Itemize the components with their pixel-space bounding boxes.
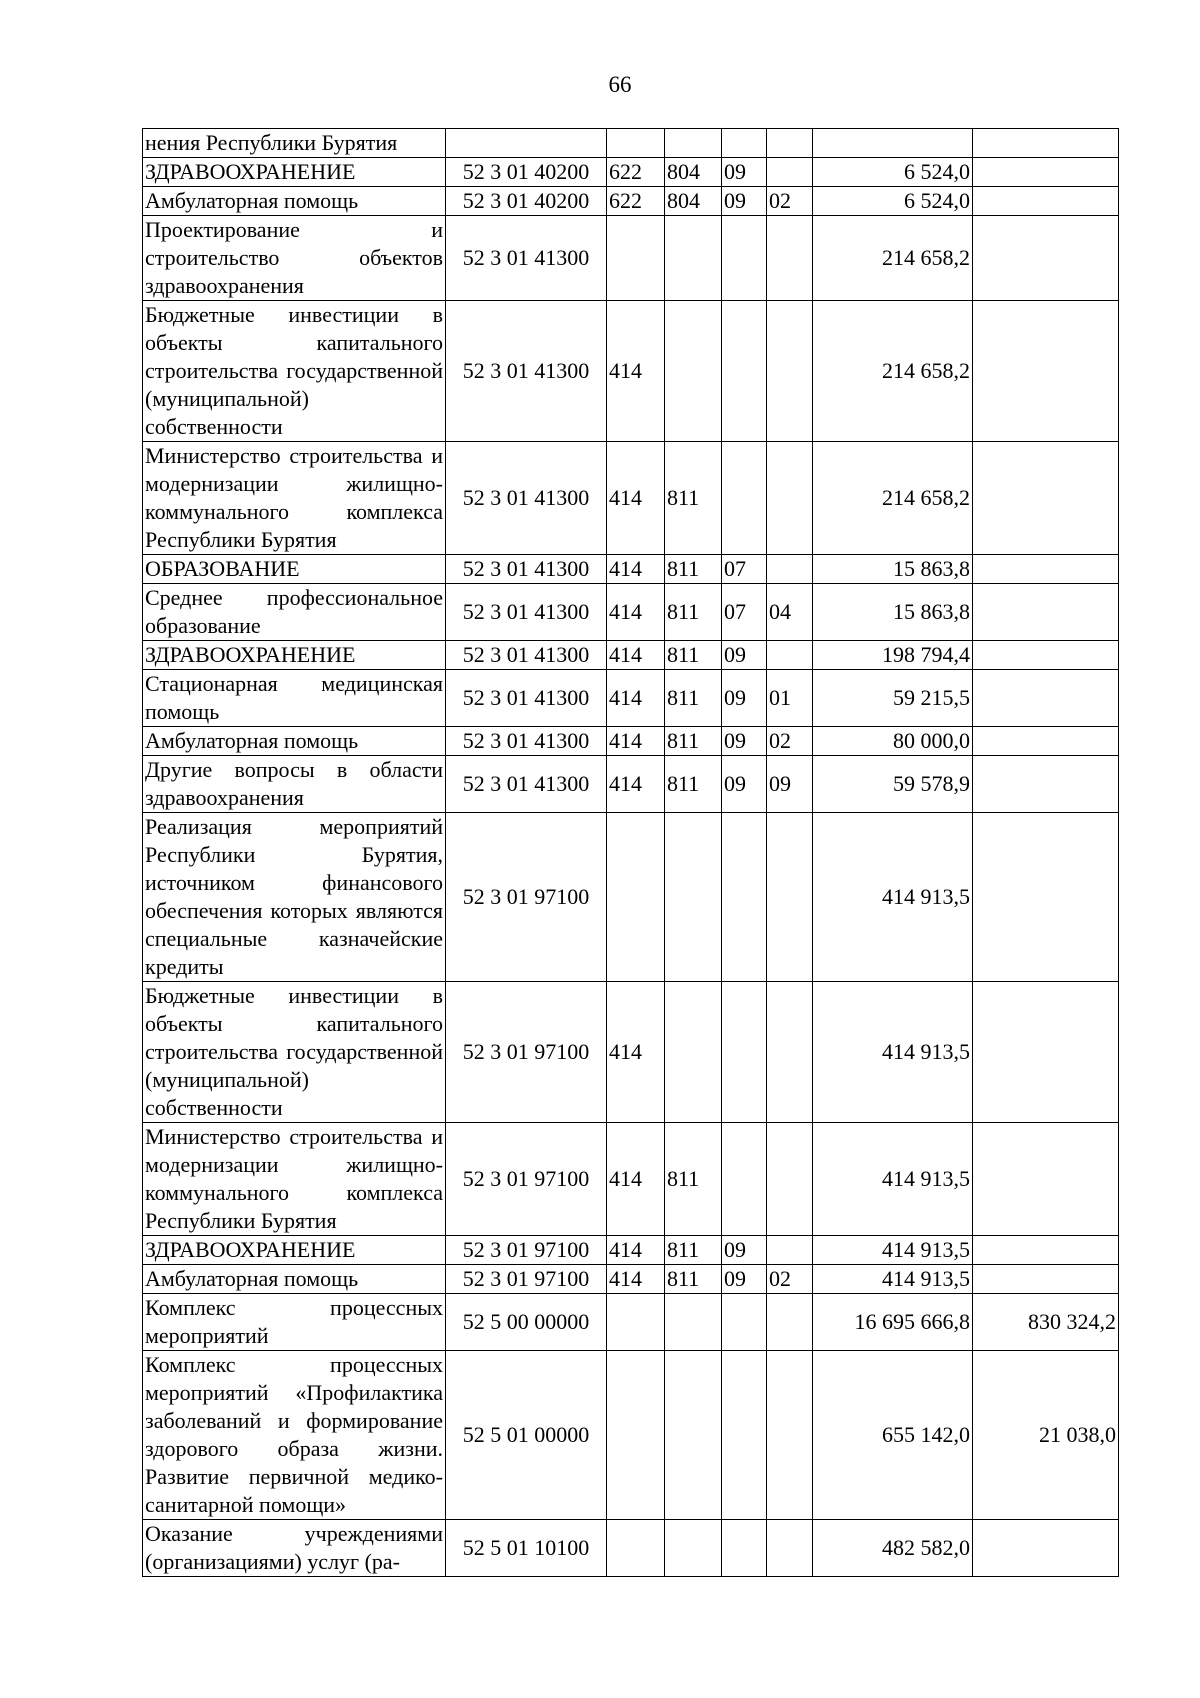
row-amount-federal: [973, 187, 1119, 216]
row-amount-federal: 21 038,0: [973, 1351, 1119, 1520]
row-target-code: 52 5 01 00000: [446, 1351, 607, 1520]
row-subsection: 02: [767, 727, 813, 756]
row-section: 09: [722, 187, 767, 216]
row-expense-type: [607, 813, 665, 982]
row-subsection: [767, 129, 813, 158]
table-row: [143, 584, 1119, 641]
row-amount-federal: [973, 301, 1119, 442]
row-name: ЗДРАВООХРАНЕНИЕ: [143, 158, 446, 187]
row-amount: 482 582,0: [813, 1520, 973, 1577]
row-name: нения Республики Бурятия: [143, 129, 446, 158]
row-target-code: 52 5 00 00000: [446, 1294, 607, 1351]
row-section: [722, 982, 767, 1123]
row-amount-federal: [973, 1123, 1119, 1236]
row-name: Комплекс процессных мероприятий: [143, 1294, 446, 1351]
row-ministry-code: 804: [665, 158, 722, 187]
row-subsection: [767, 813, 813, 982]
row-expense-type: 414: [607, 727, 665, 756]
row-ministry-code: [665, 1351, 722, 1520]
row-amount: 414 913,5: [813, 1265, 973, 1294]
table-row: [143, 756, 1119, 813]
row-amount-federal: [973, 756, 1119, 813]
row-target-code: [446, 129, 607, 158]
row-expense-type: 414: [607, 1236, 665, 1265]
row-amount-federal: [973, 813, 1119, 982]
row-subsection: [767, 1236, 813, 1265]
table-row: [143, 158, 1119, 187]
row-amount: 198 794,4: [813, 641, 973, 670]
row-subsection: 02: [767, 1265, 813, 1294]
row-name: Среднее профессиональное образование: [143, 584, 446, 641]
table-row: [143, 301, 1119, 442]
row-expense-type: 414: [607, 982, 665, 1123]
row-amount: 59 578,9: [813, 756, 973, 813]
table-row: [143, 670, 1119, 727]
row-ministry-code: 804: [665, 187, 722, 216]
row-expense-type: [607, 129, 665, 158]
row-ministry-code: 811: [665, 442, 722, 555]
row-expense-type: 414: [607, 301, 665, 442]
row-target-code: 52 3 01 41300: [446, 301, 607, 442]
row-amount-federal: [973, 555, 1119, 584]
row-amount-federal: [973, 442, 1119, 555]
table-row: [143, 187, 1119, 216]
row-amount-federal: [973, 1236, 1119, 1265]
table-row: [143, 727, 1119, 756]
row-target-code: 52 3 01 41300: [446, 727, 607, 756]
row-name: ЗДРАВООХРАНЕНИЕ: [143, 641, 446, 670]
row-expense-type: 414: [607, 442, 665, 555]
row-ministry-code: [665, 982, 722, 1123]
row-expense-type: 414: [607, 670, 665, 727]
row-amount: 6 524,0: [813, 187, 973, 216]
row-amount: 15 863,8: [813, 555, 973, 584]
row-amount: 6 524,0: [813, 158, 973, 187]
row-target-code: 52 3 01 97100: [446, 1123, 607, 1236]
row-subsection: 01: [767, 670, 813, 727]
row-name: Бюджетные инвестиции в объекты капитального строительства государственной (муниципальной) собственности: [143, 301, 446, 442]
row-amount: 15 863,8: [813, 584, 973, 641]
row-section: 09: [722, 727, 767, 756]
row-expense-type: [607, 1351, 665, 1520]
row-amount: 214 658,2: [813, 442, 973, 555]
row-target-code: 52 3 01 97100: [446, 982, 607, 1123]
row-section: [722, 301, 767, 442]
row-section: 09: [722, 1236, 767, 1265]
row-target-code: 52 3 01 41300: [446, 756, 607, 813]
row-section: [722, 1520, 767, 1577]
table-row: [143, 1236, 1119, 1265]
row-ministry-code: [665, 129, 722, 158]
row-name: Амбулаторная помощь: [143, 1265, 446, 1294]
row-target-code: 52 3 01 97100: [446, 813, 607, 982]
row-expense-type: [607, 1520, 665, 1577]
row-name: Оказание учреждениями (организациями) услуг (ра-: [143, 1520, 446, 1577]
row-expense-type: 414: [607, 1123, 665, 1236]
row-amount: 59 215,5: [813, 670, 973, 727]
row-ministry-code: [665, 216, 722, 301]
row-subsection: [767, 641, 813, 670]
row-ministry-code: 811: [665, 584, 722, 641]
row-amount-federal: [973, 982, 1119, 1123]
row-section: 09: [722, 1265, 767, 1294]
table-row: [143, 1351, 1119, 1520]
row-subsection: [767, 1520, 813, 1577]
row-expense-type: [607, 216, 665, 301]
row-amount: 214 658,2: [813, 301, 973, 442]
row-name: Амбулаторная помощь: [143, 187, 446, 216]
row-ministry-code: [665, 301, 722, 442]
row-target-code: 52 3 01 41300: [446, 442, 607, 555]
row-subsection: [767, 1123, 813, 1236]
row-amount-federal: [973, 1520, 1119, 1577]
row-amount: 414 913,5: [813, 1236, 973, 1265]
row-expense-type: 622: [607, 158, 665, 187]
row-section: [722, 1123, 767, 1236]
row-subsection: 09: [767, 756, 813, 813]
row-amount: 414 913,5: [813, 982, 973, 1123]
row-section: 07: [722, 584, 767, 641]
table-row: [143, 129, 1119, 158]
row-subsection: [767, 1294, 813, 1351]
row-amount: 16 695 666,8: [813, 1294, 973, 1351]
row-section: 07: [722, 555, 767, 584]
row-section: [722, 813, 767, 982]
table-row: [143, 641, 1119, 670]
row-target-code: 52 3 01 40200: [446, 187, 607, 216]
row-target-code: 52 5 01 10100: [446, 1520, 607, 1577]
row-subsection: [767, 158, 813, 187]
row-name: Другие вопросы в области здравоохранения: [143, 756, 446, 813]
row-section: [722, 216, 767, 301]
row-name: Министерство строительства и модернизации жилищно-коммунального комплекса Республики Бурятия: [143, 1123, 446, 1236]
row-amount-federal: [973, 1265, 1119, 1294]
row-name: Амбулаторная помощь: [143, 727, 446, 756]
table-row: [143, 1123, 1119, 1236]
row-name: Комплекс процессных мероприятий «Профилактика заболеваний и формирование здорового образа жизни. Развитие первичной медико-санитарной помощи»: [143, 1351, 446, 1520]
row-expense-type: [607, 1294, 665, 1351]
row-section: [722, 1294, 767, 1351]
table-row: [143, 982, 1119, 1123]
row-target-code: 52 3 01 41300: [446, 670, 607, 727]
row-ministry-code: [665, 813, 722, 982]
row-subsection: [767, 216, 813, 301]
table-row: [143, 555, 1119, 584]
row-name: ЗДРАВООХРАНЕНИЕ: [143, 1236, 446, 1265]
row-amount: 80 000,0: [813, 727, 973, 756]
row-subsection: [767, 442, 813, 555]
row-name: Бюджетные инвестиции в объекты капитального строительства государственной (муниципальной) собственности: [143, 982, 446, 1123]
row-amount: 414 913,5: [813, 813, 973, 982]
row-subsection: [767, 1351, 813, 1520]
row-ministry-code: 811: [665, 641, 722, 670]
row-amount-federal: [973, 670, 1119, 727]
row-section: 09: [722, 756, 767, 813]
row-subsection: [767, 301, 813, 442]
row-name: Министерство строительства и модернизации жилищно-коммунального комплекса Республики Бурятия: [143, 442, 446, 555]
row-expense-type: 622: [607, 187, 665, 216]
row-expense-type: 414: [607, 1265, 665, 1294]
page-number: 66: [608, 72, 632, 97]
row-name: Стационарная медицинская помощь: [143, 670, 446, 727]
row-target-code: 52 3 01 41300: [446, 584, 607, 641]
row-ministry-code: [665, 1520, 722, 1577]
row-section: 09: [722, 641, 767, 670]
row-section: [722, 129, 767, 158]
row-target-code: 52 3 01 40200: [446, 158, 607, 187]
row-target-code: 52 3 01 41300: [446, 641, 607, 670]
budget-table: [142, 128, 1119, 1577]
row-ministry-code: 811: [665, 1123, 722, 1236]
row-ministry-code: 811: [665, 1265, 722, 1294]
row-ministry-code: 811: [665, 727, 722, 756]
row-amount: [813, 129, 973, 158]
row-section: 09: [722, 670, 767, 727]
row-ministry-code: 811: [665, 555, 722, 584]
row-target-code: 52 3 01 41300: [446, 555, 607, 584]
row-amount-federal: [973, 216, 1119, 301]
row-ministry-code: 811: [665, 670, 722, 727]
table-row: [143, 1520, 1119, 1577]
row-amount-federal: [973, 158, 1119, 187]
row-amount: 414 913,5: [813, 1123, 973, 1236]
row-section: [722, 442, 767, 555]
row-ministry-code: [665, 1294, 722, 1351]
row-expense-type: 414: [607, 555, 665, 584]
row-target-code: 52 3 01 97100: [446, 1265, 607, 1294]
row-expense-type: 414: [607, 584, 665, 641]
table-row: [143, 1294, 1119, 1351]
row-name: Проектирование и строительство объектов здравоохранения: [143, 216, 446, 301]
row-amount: 214 658,2: [813, 216, 973, 301]
row-name: ОБРАЗОВАНИЕ: [143, 555, 446, 584]
row-target-code: 52 3 01 41300: [446, 216, 607, 301]
row-amount-federal: [973, 129, 1119, 158]
row-target-code: 52 3 01 97100: [446, 1236, 607, 1265]
table-row: [143, 216, 1119, 301]
table-row: [143, 813, 1119, 982]
row-ministry-code: 811: [665, 756, 722, 813]
row-subsection: [767, 982, 813, 1123]
row-expense-type: 414: [607, 641, 665, 670]
row-amount-federal: [973, 641, 1119, 670]
row-section: 09: [722, 158, 767, 187]
row-subsection: [767, 555, 813, 584]
row-subsection: 04: [767, 584, 813, 641]
table-row: [143, 442, 1119, 555]
row-amount: 655 142,0: [813, 1351, 973, 1520]
row-section: [722, 1351, 767, 1520]
row-ministry-code: 811: [665, 1236, 722, 1265]
row-expense-type: 414: [607, 756, 665, 813]
row-amount-federal: [973, 584, 1119, 641]
row-subsection: 02: [767, 187, 813, 216]
row-name: Реализация мероприятий Республики Бурятия, источником финансового обеспечения которых являются специальные казначейские кредиты: [143, 813, 446, 982]
row-amount-federal: [973, 727, 1119, 756]
row-amount-federal: 830 324,2: [973, 1294, 1119, 1351]
table-row: [143, 1265, 1119, 1294]
